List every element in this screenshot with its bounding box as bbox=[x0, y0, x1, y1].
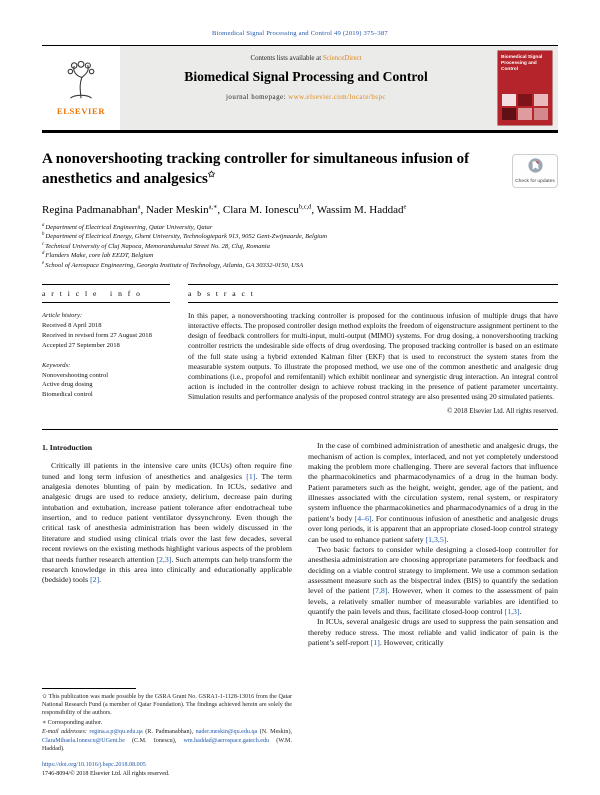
journal-title: Biomedical Signal Processing and Control bbox=[184, 69, 428, 84]
elsevier-logo bbox=[42, 46, 120, 130]
affiliation: $^b$Department of Electrical Energy, Ghent University, Technologiepark 913, 9052 Gent-Zwijnaarde, Belgium bbox=[42, 232, 328, 241]
contents-prefix: Contents lists available at bbox=[250, 55, 323, 62]
keyword: Active drug dosing bbox=[42, 381, 93, 389]
history-line: Received in revised form 27 August 2018 bbox=[42, 331, 152, 339]
crossmark-icon bbox=[528, 160, 543, 177]
footnote-rule bbox=[42, 688, 136, 689]
email-link[interactable]: regina.a.p@qu.edu.qa bbox=[89, 729, 143, 736]
citation-link[interactable]: [1,3,5] bbox=[425, 534, 447, 544]
affiliation: $^d$Flanders Make, core lab EEDT, Belgium bbox=[42, 251, 154, 260]
history-line: Accepted 27 September 2018 bbox=[42, 341, 120, 349]
elsevier-wordmark: ELSEVIER bbox=[56, 106, 106, 116]
elsevier-tree-icon bbox=[64, 60, 98, 105]
doi-block bbox=[42, 761, 292, 779]
author: Clara M. Ionescu$^{b,c,d}$, bbox=[222, 203, 317, 217]
email-link[interactable]: ClaraMihaela.Ionescu@UGent.be bbox=[42, 737, 125, 744]
check-for-updates-label: Check for updates bbox=[515, 179, 555, 184]
keyword: Biomedical control bbox=[42, 391, 93, 399]
title-footnote-mark: ✩ bbox=[207, 169, 215, 180]
abstract-copyright: © 2018 Elsevier Ltd. All rights reserved. bbox=[447, 408, 558, 416]
citation-link[interactable]: [1] bbox=[370, 638, 380, 648]
section-heading-introduction: 1. Introduction bbox=[42, 443, 93, 453]
homepage-line bbox=[120, 94, 492, 101]
info-abstract-section bbox=[42, 284, 558, 430]
journal-cover-cell bbox=[492, 46, 558, 130]
citation-link[interactable]: [2,3] bbox=[156, 554, 172, 564]
author: Nader Meskin$^{a,∗}$, bbox=[145, 203, 223, 217]
keywords-label: Keywords: bbox=[42, 361, 71, 369]
citation-link[interactable]: [2] bbox=[90, 575, 100, 585]
left-column bbox=[42, 441, 292, 779]
body-paragraph: Two basic factors to consider while designing a closed-loop controller for anesthesia administration are choosing appropriate parameters for feedback and deciding on a viable control strategy to implement. We use a common sedation assessment measure such as the bispectral index (BIS) to quantify the sedation level of the patient [7,8]. However, when it comes to the assessment of pain levels, a relatively smaller number of measurable variables are identified to quantify the pain levels and thus, facilitate closed-loop control [1,3]. bbox=[308, 544, 558, 617]
footnote-block bbox=[42, 678, 292, 780]
doi-link[interactable]: https://doi.org/10.1016/j.bspc.2018.08.005 bbox=[42, 762, 146, 769]
body-paragraph: In ICUs, several analgesic drugs are used to suppress the pain sensation and thereby reduce stress. The most reliable and valid indicator of pain is the patient’s self-report [1]. However, critically bbox=[308, 617, 558, 648]
history-line: Received 8 April 2018 bbox=[42, 321, 102, 329]
author: Regina Padmanabhan$^a$, bbox=[42, 203, 146, 217]
abstract-text: In this paper, a nonovershooting tracking controller is proposed for the continuous infusion of multiple drugs that have interactive effects. The proposed controller design method exploits the freedom of eigenstructure assignment pertinent to the design of feedback controllers for multi-input, multi-output (MIMO) systems. For drug dosing, a nonovershooting tracking controller restricts the undesirable side effects of drug overdosing. The proposed tracking controller is based on an estimate of the full state using a hybrid extended Kalman filter (EKF) that is used to reconstruct the system states from the measurable system outputs. To illustrate the proposed method, we use one of the common anesthetic and analgesic drug combinations (i.e., propofol and remifentanil) which exhibit nonlinear and synergistic drug interaction. An integral control action is included in the controller design to achieve robust tracking in the presence of patient parameter uncertainty. Simulation results and performance analysis of the proposed control strategy are also presented using 20 simulated patients. bbox=[188, 311, 558, 402]
email-link[interactable]: nader.meskin@qu.edu.qa bbox=[195, 729, 258, 736]
citation-link[interactable]: [4–6] bbox=[354, 513, 372, 523]
cover-artwork bbox=[502, 94, 548, 120]
journal-header-banner bbox=[42, 45, 558, 133]
homepage-prefix: journal homepage: bbox=[226, 94, 289, 101]
abstract-column bbox=[188, 284, 558, 415]
grant-footnote: ✩ This publication was made possible by the GSRA Grant No. GSRA1-1-1128-13016 from the Qatar National Research Fund (a member of Qatar Foundation). The findings achieved herein are solely the responsibility of the authors. bbox=[42, 693, 292, 717]
citation-link[interactable]: [7,8] bbox=[372, 586, 388, 596]
article-info-column bbox=[42, 284, 170, 415]
body-paragraph: Critically ill patients in the intensive care units (ICUs) often require fine tuned and long term infusion of anesthetics and analgesics [1]. The term analgesia denotes blunting of pain by medication. In ICUs, sedative and analgesic drugs are used to reduce anxiety, delirium, decrease pain during intubation and extubation, increase patient tolerance after endotracheal tube insertion, and to reduce patient ventilator dyssynchrony. Even though the critical task of anesthesia administration has been widely discussed in the literature and studied using clinical trials over the last few decades, several recent reviews on the existing methods highlight various aspects of the problem that needs further research attention [2,3]. Such attempts can help transform the research knowledge in this area into clinically and educationally applicable (bedside) tools [2]. bbox=[42, 461, 292, 585]
check-for-updates-badge[interactable] bbox=[512, 154, 558, 188]
cover-title: Biomedical Signal Processing and Control bbox=[501, 55, 543, 72]
issn-copyright-line: 1746-8094/© 2018 Elsevier Ltd. All rights reserved. bbox=[42, 771, 170, 778]
corresponding-author-note: ∗ Corresponding author. bbox=[42, 719, 103, 726]
affiliation: $^c$Technical University of Cluj Napoca, Memorandumului Street No. 28, Cluj, Romania bbox=[42, 241, 270, 251]
citation-link[interactable]: [1] bbox=[246, 471, 256, 481]
keyword: Nonovershooting control bbox=[42, 371, 109, 379]
article-title-text: A nonovershooting tracking controller for simultaneous infusion of anesthetics and analgesics bbox=[42, 151, 470, 188]
email-label: E-mail addresses: bbox=[42, 729, 90, 736]
header-center bbox=[120, 46, 492, 130]
body-columns bbox=[42, 441, 558, 779]
email-link[interactable]: wm.haddad@aerospace.gatech.edu bbox=[183, 737, 270, 744]
email-addresses: E-mail addresses: regina.a.p@qu.edu.qa (R. Padmanabhan), nader.meskin@qu.edu.qa (N. Meskin), ClaraMihaela.Ionescu@UGent.be (C.M. Ionescu), wm.haddad@aerospace.gatech.edu (W.M. Haddad). bbox=[42, 729, 292, 752]
journal-homepage-link[interactable]: www.elsevier.com/locate/bspc bbox=[288, 94, 386, 101]
contents-line bbox=[120, 55, 492, 62]
citation-link[interactable]: [1,3] bbox=[504, 607, 520, 617]
right-column bbox=[308, 441, 558, 779]
affiliation: $^a$Department of Electrical Engineering, Qatar University, Qatar bbox=[42, 223, 213, 232]
article-info-heading: a r t i c l e i n f o bbox=[42, 284, 170, 303]
body-paragraph: In the case of combined administration of anesthetic and analgesic drugs, the mechanism of action is complex, interlaced, and not yet completely understood making the problem more challenging. There are several factors that influence the pharmacokinetics and pharmacodynamics of a drug in the human body. Patient parameters such as the height, weight, gender, age of the patient, and illnesses associated with the circulation system, renal system, or respiratory system influence the pharmacokinetics and pharmacodynamics of a drug in the patient’s body [4–6]. For continuous infusion of anesthetic and analgesic drugs over long periods, it is apparent that an appropriate closed-loop control strategy can be used to enhance patient safety [1,3,5]. bbox=[308, 441, 558, 544]
author: Wassim M. Haddad$^e$ bbox=[316, 203, 407, 217]
sciencedirect-link[interactable]: ScienceDirect bbox=[322, 55, 362, 62]
article-title bbox=[42, 150, 512, 189]
author-list bbox=[42, 202, 558, 216]
abstract-heading: a b s t r a c t bbox=[188, 284, 558, 303]
affiliation-list bbox=[42, 223, 558, 270]
journal-reference-line: Biomedical Signal Processing and Control 49 (2019) 375–387 bbox=[212, 30, 388, 37]
article-history-label: Article history: bbox=[42, 312, 83, 320]
title-row bbox=[42, 150, 558, 189]
affiliation: $^e$School of Aerospace Engineering, Georgia Institute of Technology, Atlanta, GA 30332-0150, USA bbox=[42, 260, 304, 269]
journal-cover-thumbnail bbox=[498, 51, 552, 125]
